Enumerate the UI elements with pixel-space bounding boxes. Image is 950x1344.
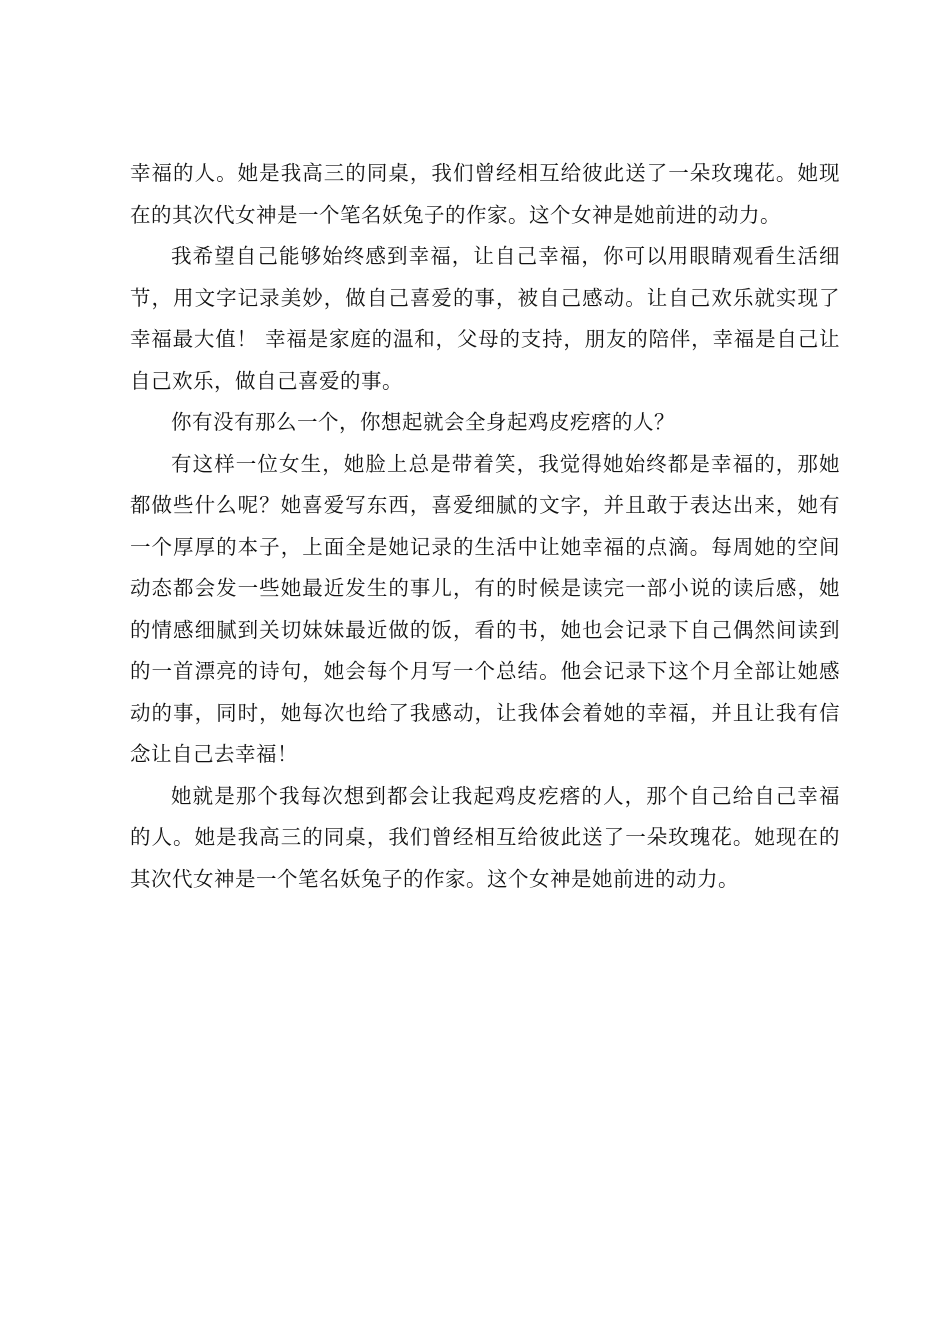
paragraph-5: 她就是那个我每次想到都会让我起鸡皮疙瘩的人，那个自己给自己幸福的人。她是我高三的同桌，我们曾经相互给彼此送了一朵玫瑰花。她现在的其次代女神是一个笔名妖兔子的作家。这个女神是她前进的动力。 — [130, 783, 840, 891]
paragraph-2: 我希望自己能够始终感到幸福，让自己幸福，你可以用眼睛观看生活细节，用文字记录美妙，做自己喜爱的事，被自己感动。让自己欢乐就实现了幸福最大值！ 幸福是家庭的温和，父母的支持，朋友的陪伴，幸福是自己让自己欢乐，做自己喜爱的事。 — [130, 244, 840, 393]
paragraph-1: 幸福的人。她是我高三的同桌，我们曾经相互给彼此送了一朵玫瑰花。她现在的其次代女神是一个笔名妖兔子的作家。这个女神是她前进的动力。 — [130, 161, 840, 227]
paragraph-3: 你有没有那么一个，你想起就会全身起鸡皮疙瘩的人？ — [171, 410, 675, 434]
document-body — [130, 153, 840, 900]
paragraph-4: 有这样一位女生，她脸上总是带着笑，我觉得她始终都是幸福的，那她都做些什么呢？她喜爱写东西，喜爱细腻的文字，并且敢于表达出来，她有一个厚厚的本子，上面全是她记录的生活中让她幸福的点滴。每周她的空间动态都会发一些她最近发生的事儿，有的时候是读完一部小说的读后感，她的情感细腻到关切妹妹最近做的饭，看的书，她也会记录下自己偶然间读到的一首漂亮的诗句，她会每个月写一个总结。他会记录下这个月全部让她感动的事，同时，她每次也给了我感动，让我体会着她的幸福，并且让我有信念让自己去幸福！ — [130, 451, 840, 766]
